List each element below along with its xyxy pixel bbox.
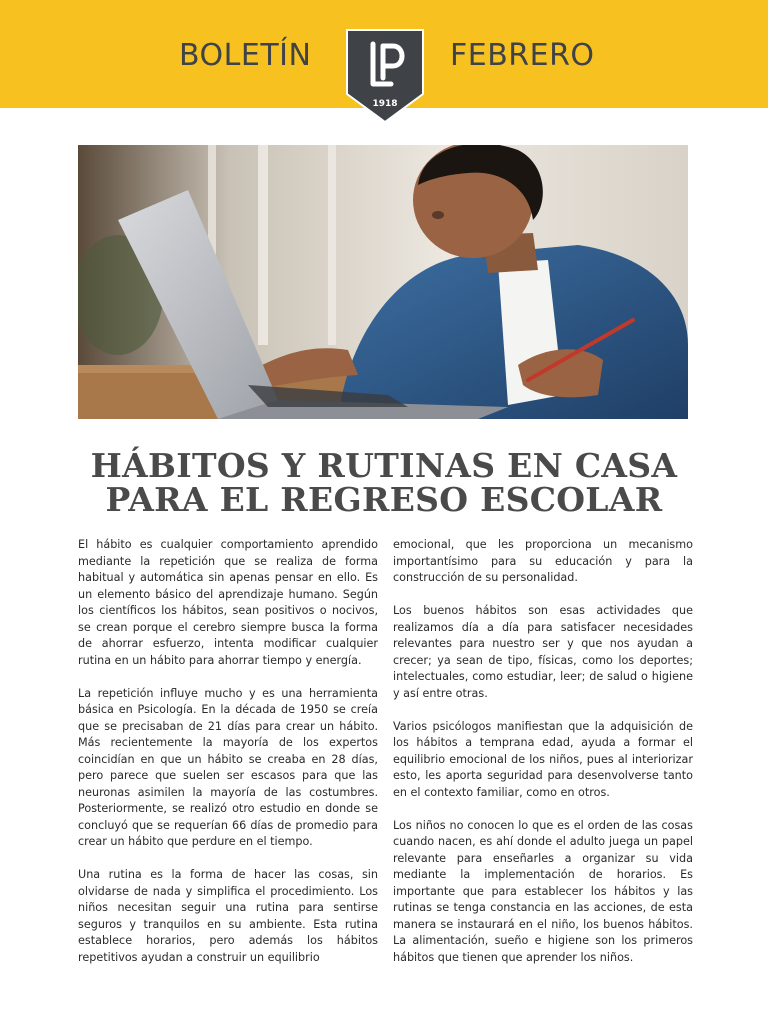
paragraph: El hábito es cualquier comportamiento aprendido mediante la repetición que se realiza de forma habitual y automática sin apenas pensar en ello. Es un elemento básico del aprendizaje humano. Según los científicos los hábitos, sean positivos o nocivos, se crean porque el cerebro siempre busca la forma de ahorrar esfuerzo, intenta modificar cualquier rutina en un hábito para ahorrar tiempo y energía. xyxy=(78,538,378,667)
boy-with-laptop-photo xyxy=(78,145,688,419)
article-title xyxy=(60,446,708,519)
paragraph: Los buenos hábitos son esas actividades que realizamos día a día para satisfacer necesidades relevantes para nuestro ser y que nos ayudan a crecer; ya sean de tipo, físicas, como los deportes; intelectuales, como estudiar, leer; de salud o higiene y así entre otras. xyxy=(393,604,693,700)
article-left-column xyxy=(78,537,378,983)
header-title-boletin: BOLETÍN xyxy=(179,38,312,73)
article-title-line-1: HÁBITOS Y RUTINAS EN CASA xyxy=(90,446,678,485)
paragraph: emocional, que les proporciona un mecanismo importantísimo para su educación y para la construcción de su personalidad. xyxy=(393,538,693,584)
paragraph: Varios psicólogos manifiestan que la adquisición de los hábitos a temprana edad, ayuda a formar el equilibrio emocional de los niños, pues al interiorizar esto, les aporta seguridad para desenvolverse tanto en el contexto familiar, como en otros. xyxy=(393,719,693,799)
school-crest-logo xyxy=(345,28,425,124)
crest-year: 1918 xyxy=(372,99,398,109)
paragraph: Una rutina es la forma de hacer las cosas, sin olvidarse de nada y simplifica el procedimiento. Los niños necesitan seguir una rutina para sentirse seguros y tranquilos en su ambiente. Esta rutina establece horarios, pero además los hábitos repetitivos ayudan a construir un equilibrio xyxy=(78,868,378,964)
article-right-column xyxy=(393,537,693,983)
paragraph: Los niños no conocen lo que es el orden de las cosas cuando nacen, es ahí donde el adulto juega un papel relevante para enseñarles a organizar su vida mediante la implementación de horarios. Es importante que para establecer los hábitos y las rutinas se tenga constancia en las acciones, de esta manera se instaurará en el niño, los buenos hábitos. La alimentación, sueño e higiene son los primeros hábitos que tienen que aprender los niños. xyxy=(393,818,693,964)
article-title-line-2: PARA EL REGRESO ESCOLAR xyxy=(105,480,663,519)
header-title-month: FEBRERO xyxy=(450,38,595,73)
paragraph: La repetición influye mucho y es una herramienta básica en Psicología. En la década de 1950 se creía que se precisaban de 21 días para crear un hábito. Más recientemente la mayoría de los expertos coincidían en que un hábito se creaba en 28 días, pero parece que suelen ser escasos para que las neuronas asimilen la mayoría de las costumbres. Posteriormente, se realizó otro estudio en donde se concluyó que se requerían 66 días de promedio para crear un hábito que perdure en el tiempo. xyxy=(78,686,378,848)
